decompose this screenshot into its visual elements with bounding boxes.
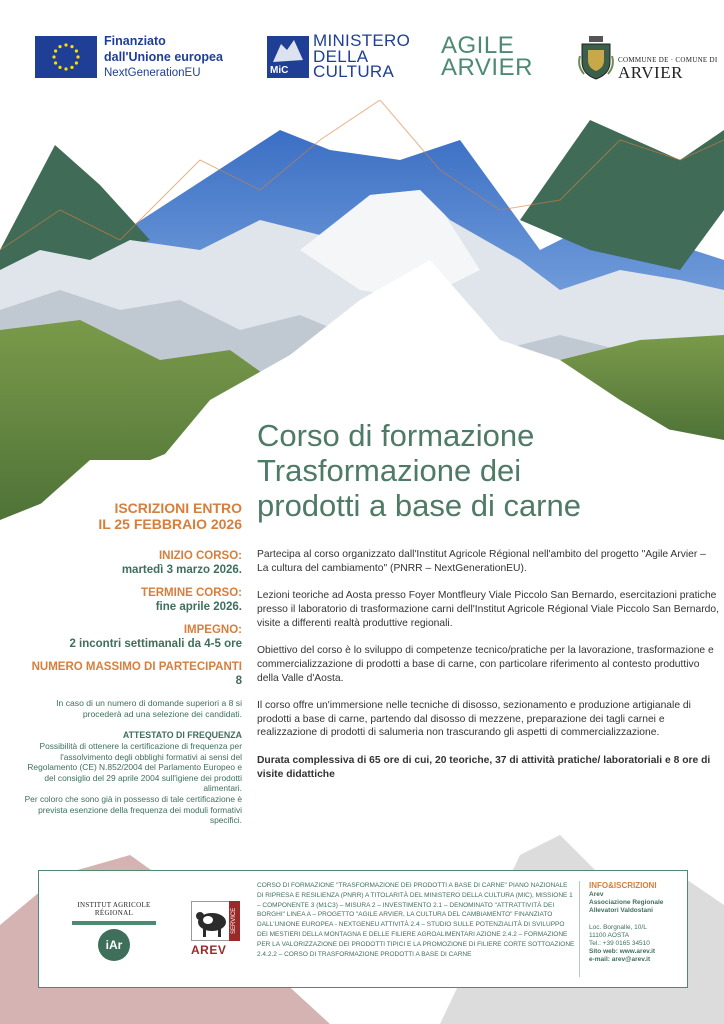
- max-participants-block: [20, 661, 242, 688]
- agile-line-2: ARVIER: [441, 54, 533, 81]
- attestato-label: ATTESTATO DI FREQUENZA: [122, 730, 242, 740]
- footer-box: [38, 870, 688, 988]
- mic-line-3: CULTURA: [313, 62, 395, 81]
- footer-divider: [579, 881, 580, 977]
- end-value: fine aprile 2026.: [155, 601, 242, 613]
- iar-logo-block: [59, 901, 169, 961]
- iscrizioni-line-2: IL 25 FEBBRAIO 2026: [98, 516, 242, 532]
- end-block: [20, 587, 242, 614]
- arev-logo-block: [191, 901, 241, 957]
- logo-header: [0, 0, 724, 110]
- iar-logo-icon: iAr: [98, 929, 130, 961]
- eu-line-2: dall'Unione europea: [104, 50, 223, 64]
- enrollment-deadline: [20, 500, 242, 532]
- max-participants-label: NUMERO MASSIMO DI PARTECIPANTI: [31, 661, 242, 673]
- duration-paragraph: Durata complessiva di 65 ore di cui, 20 teoriche, 37 di attività pratiche/ laboratoriali e 8 ore di visite didattiche: [257, 754, 711, 780]
- mic-logo-icon: [267, 36, 309, 78]
- commitment-block: [20, 624, 242, 651]
- description-paragraph-3: Obiettivo del corso è lo sviluppo di competenze tecnico/pratiche per la lavorazione, trasformazione e commercializzazione di prodotti a base di carne, con particolare riferimento al contesto produttivo della Valle d'Aosta.: [257, 644, 714, 684]
- cow-icon: [191, 901, 233, 941]
- commitment-value: 2 incontri settimanali da 4-5 ore: [69, 638, 242, 650]
- arev-name: AREV: [191, 943, 227, 957]
- org-line-2: Associazione Regionale: [589, 899, 664, 907]
- start-label: INIZIO CORSO:: [158, 550, 242, 562]
- mic-line-1: MINISTERO: [313, 31, 411, 50]
- max-participants-value: 8: [235, 675, 242, 687]
- comune-arvier-text: [618, 56, 718, 83]
- address-line-2: 11100 AOSTA: [589, 931, 630, 939]
- arev-service-label: SERVICE: [229, 901, 240, 941]
- comune-top: COMMUNE DE · COMUNE DI: [618, 56, 718, 64]
- eu-flag-icon: [35, 36, 97, 78]
- address-line-1: Loc. Borgnalle, 10/L: [589, 923, 647, 931]
- title-line-1: Corso di formazione: [257, 418, 535, 453]
- end-label: TERMINE CORSO:: [141, 587, 242, 599]
- course-title: [257, 418, 717, 523]
- description-paragraph-1: Partecipa al corso organizzato dall'Institut Agricole Régional nell'ambito del progetto "Agile Arvier – La cultura del cambiamento" (PNRR – NextGenerationEU).: [257, 549, 706, 574]
- contact-info: [589, 881, 684, 965]
- info-heading: INFO&ISCRIZIONI: [589, 881, 657, 890]
- email-link[interactable]: e-mail: arev@arev.it: [589, 956, 651, 964]
- commitment-label: IMPEGNO:: [183, 624, 242, 636]
- eu-funding-text: [104, 33, 223, 81]
- agile-arvier-logo: [441, 32, 533, 81]
- eu-line-3: NextGenerationEU: [104, 67, 201, 79]
- eu-line-1: Finanziato: [104, 34, 166, 48]
- iar-name: INSTITUT AGRICOLE RÉGIONAL: [77, 901, 151, 917]
- phone: Tel.: +39 0165 34510: [589, 940, 650, 948]
- attestato-text-2: Per coloro che sono già in possesso di tale certificazione è prevista esenzione della frequenza dei moduli formativi specifici.: [24, 793, 242, 826]
- ministero-cultura-text: [313, 33, 410, 80]
- org-line-1: Arev: [589, 891, 604, 898]
- iar-divider: [72, 921, 156, 925]
- selection-note: In caso di un numero di domande superiori a 8 si procederà ad una selezione dei candidati.: [56, 698, 242, 719]
- attestato-text-1: Possibilità di ottenere la certificazione di frequenza per l'assolvimento degli obblighi formativi ai sensi del Regolamento (CE) N.852/2004 del Parlamento Europeo e del consiglio del 29 aprile 2004 sull'igiene dei prodotti alimentari.: [27, 741, 242, 794]
- start-value: martedì 3 marzo 2026.: [121, 564, 242, 576]
- agile-line-1: AGILE: [441, 32, 515, 59]
- start-block: [20, 550, 242, 577]
- arvier-crest-icon: [578, 36, 614, 80]
- comune-name: ARVIER: [618, 63, 683, 82]
- mic-badge: MiC: [270, 65, 289, 76]
- description-paragraph-4: Il corso offre un'immersione nelle tecniche di disosso, sezionamento e produzione artigianale di prodotti a base di carne, partendo dal disosso di mezzene, preparazione dei tagli carnei e realizzazione di prodotti di salumeria non trascurando gli aspetti di commercializzazione.: [257, 699, 691, 739]
- iscrizioni-line-1: ISCRIZIONI ENTRO: [114, 500, 242, 516]
- course-description: [257, 548, 719, 795]
- title-line-3: prodotti a base di carne: [257, 488, 581, 523]
- funding-description: CORSO DI FORMAZIONE "TRASFORMAZIONE DEI PRODOTTI A BASE DI CARNE" PIANO NAZIONALE DI RIPRESA E RESILIENZA (PNRR) A TITOLARITÀ DEL MINISTERO DELLA CULTURA (MIC), MISSIONE 1 – COMPONENTE 3 (M1C3) – MISURA 2 – INVESTIMENTO 2.1 – DENOMINATO "ATTRATTIVITÀ DEI BORGHI" LINEA A – PROGETTO "AGILE ARVIER, LA CULTURA DEL CAMBIAMENTO" FINANZIATO DALL'UNIONE EUROPEA - NEXTGENEU ATTIVITÀ 2.4 – STUDIO SULLE POTENZIALITÀ DI SVILUPPO DEI MESTIERI DELLA MONTAGNA E DELLE FILIERE AGROALIMENTARI AZIONE 2.4.2 – FORMAZIONE PER LA VALORIZZAZIONE DEI PRODOTTI TIPICI E LA PROMOZIONE DI FILIERE CORTE SOTTOAZIONE 2.4.2.2 – CORSO DI TRASFORMAZIONE PRODOTTI A BASE DI CARNE: [257, 882, 575, 958]
- website-link[interactable]: Sito web: www.arev.it: [589, 948, 656, 956]
- mic-line-2: DELLA: [313, 46, 369, 66]
- org-line-3: Allevatori Valdostani: [589, 907, 653, 915]
- description-paragraph-2: Lezioni teoriche ad Aosta presso Foyer Montfleury Viale Piccolo San Bernardo, esercitazioni pratiche presso il laboratorio di trasformazione carni dell'Institut Agricole Régional Viale Piccolo San Bernardo, visite a differenti realtà produttive regionali.: [257, 590, 719, 629]
- course-info-column: [20, 500, 242, 826]
- title-line-2: Trasformazione dei: [257, 453, 522, 488]
